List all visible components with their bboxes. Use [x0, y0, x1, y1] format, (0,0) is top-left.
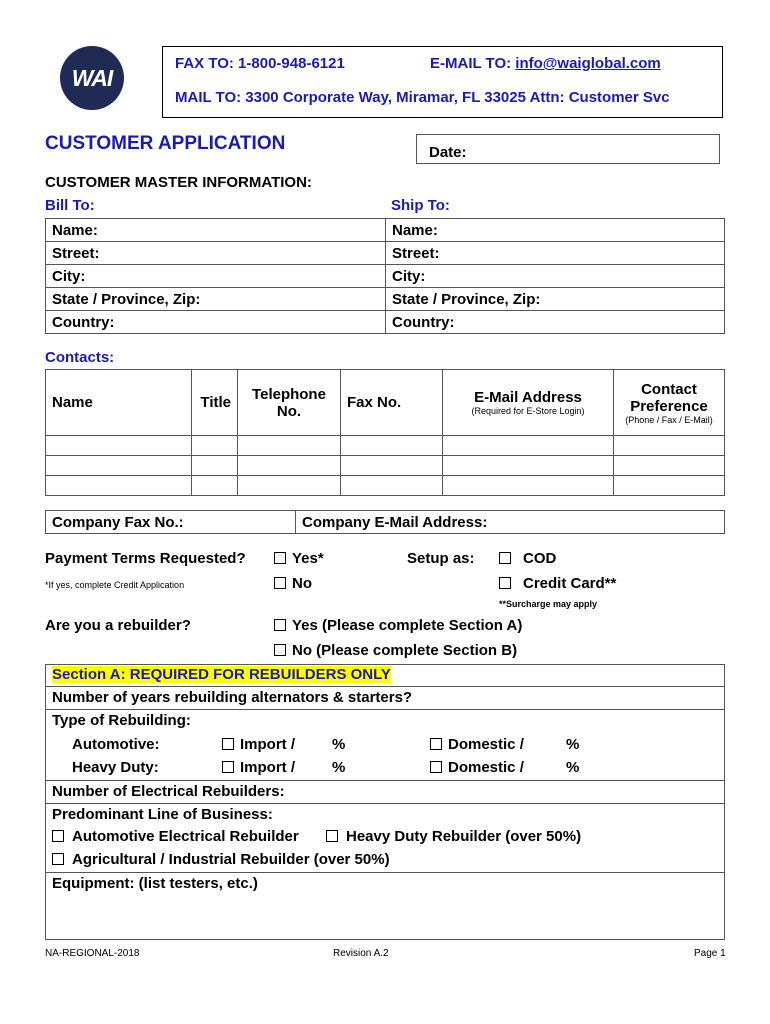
cell[interactable] [341, 476, 443, 496]
col-title-header: Title [192, 370, 238, 436]
automotive-label: Automotive: [72, 736, 160, 753]
setup-as-label: Setup as: [407, 550, 475, 567]
payment-yes-option[interactable] [274, 550, 324, 567]
checkbox-icon[interactable] [430, 738, 442, 750]
equipment-field[interactable]: Equipment: (list testers, etc.) [52, 875, 258, 892]
company-fax-field[interactable]: Company Fax No.: [46, 511, 296, 534]
heavy-duty-rebuilder-option[interactable] [326, 828, 581, 845]
auto-import-option[interactable] [222, 736, 295, 753]
cell[interactable] [46, 436, 192, 456]
mail-to-line: MAIL TO: 3300 Corporate Way, Miramar, FL 33025 Attn: Customer Svc [175, 89, 670, 106]
master-heading: CUSTOMER MASTER INFORMATION: [45, 174, 312, 191]
bill-street-field[interactable]: Street: [46, 242, 386, 265]
type-of-rebuilding-label: Type of Rebuilding: [52, 712, 191, 729]
ship-street-field[interactable]: Street: [386, 242, 725, 265]
percent-label: % [566, 736, 580, 753]
checkbox-icon[interactable] [274, 577, 286, 589]
checkbox-icon[interactable] [222, 738, 234, 750]
cell[interactable] [443, 476, 614, 496]
rebuilder-no-option[interactable] [274, 642, 517, 659]
domestic-label: Domestic / [448, 736, 524, 753]
table-row [46, 456, 725, 476]
col-email-header [443, 370, 614, 436]
email-link[interactable]: info@waiglobal.com [515, 55, 661, 72]
agricultural-label: Agricultural / Industrial Rebuilder (over 50%) [72, 851, 390, 868]
ship-to-heading: Ship To: [391, 197, 450, 214]
ship-name-field[interactable]: Name: [386, 219, 725, 242]
hd-domestic-option[interactable] [430, 759, 524, 776]
cell[interactable] [192, 436, 238, 456]
section-a-heading: Section A: REQUIRED FOR REBUILDERS ONLY [52, 666, 391, 683]
import-label: Import / [240, 759, 295, 776]
checkbox-icon[interactable] [274, 619, 286, 631]
checkbox-icon[interactable] [222, 761, 234, 773]
revision: Revision A.2 [333, 948, 389, 959]
payment-terms-note: *If yes, complete Credit Application [45, 580, 185, 590]
checkbox-icon[interactable] [274, 552, 286, 564]
form-id: NA-REGIONAL-2018 [45, 948, 140, 959]
wai-logo: WAI [60, 46, 124, 110]
heavy-duty-label: Heavy Duty: [72, 759, 159, 776]
cell[interactable] [614, 436, 725, 456]
domestic-label: Domestic / [448, 759, 524, 776]
cell[interactable] [238, 436, 341, 456]
cell[interactable] [614, 456, 725, 476]
auto-electrical-option[interactable] [52, 828, 299, 845]
checkbox-icon[interactable] [274, 644, 286, 656]
divider [45, 872, 725, 873]
bill-state-field[interactable]: State / Province, Zip: [46, 288, 386, 311]
date-label: Date: [429, 144, 467, 161]
divider [45, 803, 725, 804]
bill-country-field[interactable]: Country: [46, 311, 386, 334]
line-of-business-label: Predominant Line of Business: [52, 806, 273, 823]
heavy-duty-rebuilder-label: Heavy Duty Rebuilder (over 50%) [346, 828, 582, 845]
bill-city-field[interactable]: City: [46, 265, 386, 288]
payment-no-label: No [292, 575, 312, 592]
cell[interactable] [46, 476, 192, 496]
cell[interactable] [614, 476, 725, 496]
checkbox-icon[interactable] [52, 853, 64, 865]
table-row [46, 436, 725, 456]
divider [45, 709, 725, 710]
cod-label: COD [523, 550, 557, 567]
cell[interactable] [443, 436, 614, 456]
company-contact-table [45, 510, 725, 534]
rebuilder-label: Are you a rebuilder? [45, 617, 191, 634]
agricultural-option[interactable] [52, 851, 390, 868]
divider [45, 780, 725, 781]
percent-label: % [332, 759, 346, 776]
table-row [46, 476, 725, 496]
col-email-label: E-Mail Address [474, 389, 582, 406]
payment-yes-label: Yes* [292, 550, 324, 567]
surcharge-note: **Surcharge may apply [499, 599, 598, 609]
cell[interactable] [238, 456, 341, 476]
checkbox-icon[interactable] [326, 830, 338, 842]
email-to-line [430, 55, 661, 72]
num-rebuilders-field[interactable]: Number of Electrical Rebuilders: [52, 783, 285, 800]
company-email-field[interactable]: Company E-Mail Address: [296, 511, 725, 534]
checkbox-icon[interactable] [499, 552, 511, 564]
ship-country-field[interactable]: Country: [386, 311, 725, 334]
fax-to-line: FAX TO: 1-800-948-6121 [175, 55, 345, 72]
col-fax-header: Fax No. [341, 370, 443, 436]
credit-card-option[interactable] [499, 575, 616, 592]
col-pref-label: Contact Preference [630, 380, 708, 415]
bill-name-field[interactable]: Name: [46, 219, 386, 242]
rebuilder-yes-option[interactable] [274, 617, 522, 634]
credit-card-label: Credit Card** [523, 575, 617, 592]
contacts-table [45, 369, 725, 496]
checkbox-icon[interactable] [499, 577, 511, 589]
col-pref-header [614, 370, 725, 436]
checkbox-icon[interactable] [52, 830, 64, 842]
percent-label: % [332, 736, 346, 753]
import-label: Import / [240, 736, 295, 753]
cell[interactable] [192, 456, 238, 476]
col-pref-note: (Phone / Fax / E-Mail) [625, 414, 713, 425]
years-rebuilding-field[interactable]: Number of years rebuilding alternators & starters? [52, 689, 413, 706]
address-table [45, 218, 725, 334]
payment-terms-label: Payment Terms Requested? [45, 550, 246, 567]
ship-state-field[interactable]: State / Province, Zip: [386, 288, 725, 311]
divider [45, 686, 725, 687]
rebuilder-no-label: No (Please complete Section B) [292, 642, 518, 659]
cell[interactable] [46, 456, 192, 476]
cell[interactable] [341, 456, 443, 476]
rebuilder-yes-label: Yes (Please complete Section A) [292, 617, 523, 634]
email-to-label: E-MAIL TO: [430, 55, 512, 72]
contacts-heading: Contacts: [45, 349, 115, 366]
col-email-note: (Required for E-Store Login) [471, 406, 585, 416]
hd-import-option[interactable] [222, 759, 295, 776]
ship-city-field[interactable]: City: [386, 265, 725, 288]
checkbox-icon[interactable] [430, 761, 442, 773]
cell[interactable] [443, 456, 614, 476]
cod-option[interactable] [499, 550, 556, 567]
page-title: CUSTOMER APPLICATION [45, 133, 286, 154]
col-phone-header: Telephone No. [238, 370, 341, 436]
col-name-header: Name [46, 370, 192, 436]
auto-electrical-label: Automotive Electrical Rebuilder [72, 828, 299, 845]
payment-no-option[interactable] [274, 575, 312, 592]
percent-label: % [566, 759, 580, 776]
date-field[interactable] [416, 134, 720, 164]
page-number: Page 1 [694, 948, 726, 959]
auto-domestic-option[interactable] [430, 736, 524, 753]
cell[interactable] [238, 476, 341, 496]
cell[interactable] [341, 436, 443, 456]
cell[interactable] [192, 476, 238, 496]
bill-to-heading: Bill To: [45, 197, 95, 214]
